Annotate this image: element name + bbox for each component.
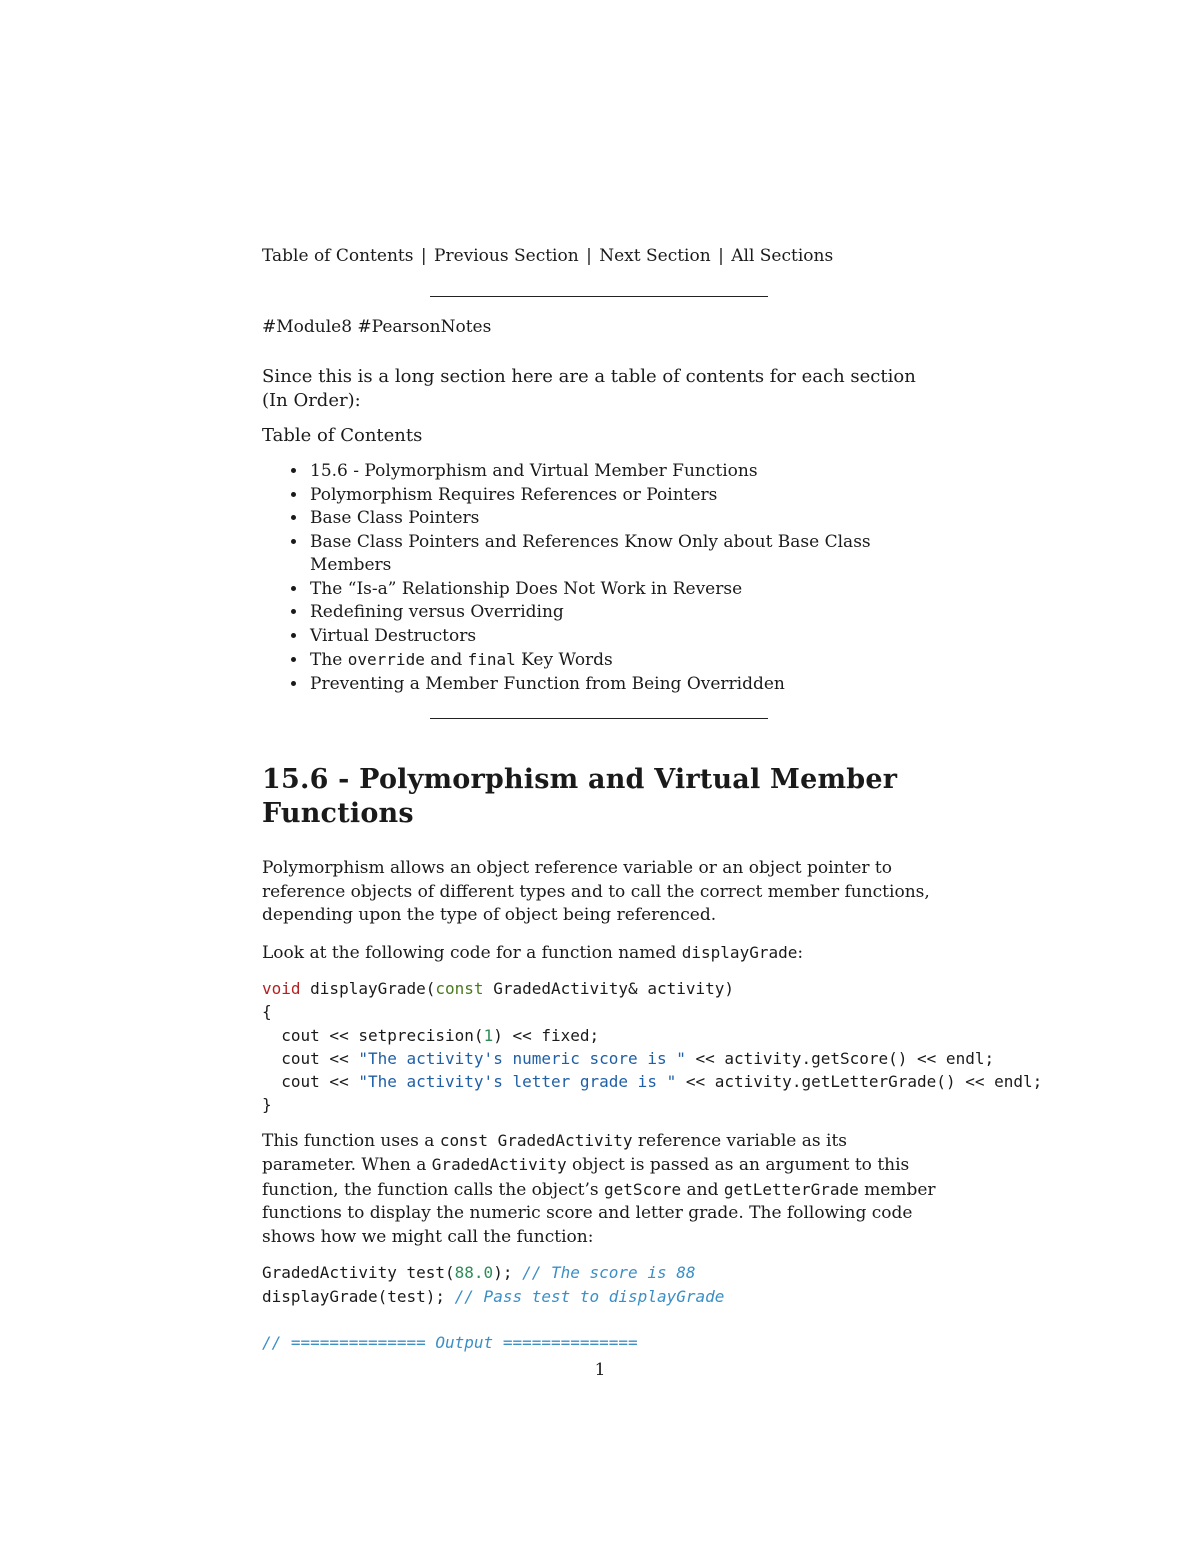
paragraph: Polymorphism allows an object reference variable or an object pointer to reference objects of different types and to call the correct member functions, depending upon the type of object being referenced. — [262, 858, 930, 925]
toc-item[interactable]: • The override and final Key Words — [308, 648, 942, 673]
toc-item[interactable]: • Base Class Pointers — [308, 507, 942, 531]
page-number: 1 — [594, 1360, 606, 1380]
document-page — [262, 246, 1043, 1354]
horizontal-rule — [430, 296, 768, 297]
code-block: GradedActivity test(88.0); // The score is 88 displayGrade(test); // Pass test to displayGrade // ============== Output ============== — [262, 1263, 725, 1353]
horizontal-rule — [430, 718, 768, 719]
toc-list — [262, 460, 942, 696]
previous-section-link[interactable]: Previous Section — [434, 246, 579, 266]
section-nav — [262, 246, 942, 266]
toc-item[interactable]: • 15.6 - Polymorphism and Virtual Member Functions — [308, 460, 942, 484]
toc-heading: Table of Contents — [262, 425, 423, 446]
tags: #Module8 #PearsonNotes — [262, 317, 492, 337]
toc-item[interactable]: • Preventing a Member Function from Being Overridden — [308, 673, 942, 697]
nav-separator: | — [718, 246, 724, 266]
toc-item[interactable]: • Redefining versus Overriding — [308, 601, 942, 625]
toc-item[interactable]: • Polymorphism Requires References or Pointers — [308, 484, 942, 508]
paragraph: This function uses a const GradedActivity reference variable as its parameter. When a GradedActivity object is passed as an argument to this function, the function calls the object’s getScore and getLetterGrade member functions to display the numeric score and letter grade. The following code shows how we might call the function: — [262, 1130, 936, 1247]
toc-item[interactable]: • The “Is-a” Relationship Does Not Work in Reverse — [308, 578, 942, 602]
paragraph: Look at the following code for a function named displayGrade: — [262, 942, 804, 963]
next-section-link[interactable]: Next Section — [599, 246, 711, 266]
toc-item[interactable]: • Virtual Destructors — [308, 625, 942, 649]
toc-item[interactable]: • Base Class Pointers and References Know Only about Base Class Members — [308, 531, 942, 578]
code-block: void displayGrade(const GradedActivity& activity) { cout << setprecision(1) << fixed; cout << "The activity's numeric score is " << activity.getScore() << endl; cout << "The activity's letter grade is " << activity.getLetterGrade() << endl; } — [262, 979, 1043, 1115]
nav-separator: | — [586, 246, 592, 266]
section-heading: 15.6 - Polymorphism and Virtual Member Functions — [262, 764, 898, 829]
nav-separator: | — [420, 246, 427, 266]
all-sections-link[interactable]: All Sections — [731, 246, 834, 266]
intro-text: Since this is a long section here are a table of contents for each section (In Order): — [262, 366, 916, 411]
toc-link[interactable]: Table of Contents — [262, 246, 414, 266]
